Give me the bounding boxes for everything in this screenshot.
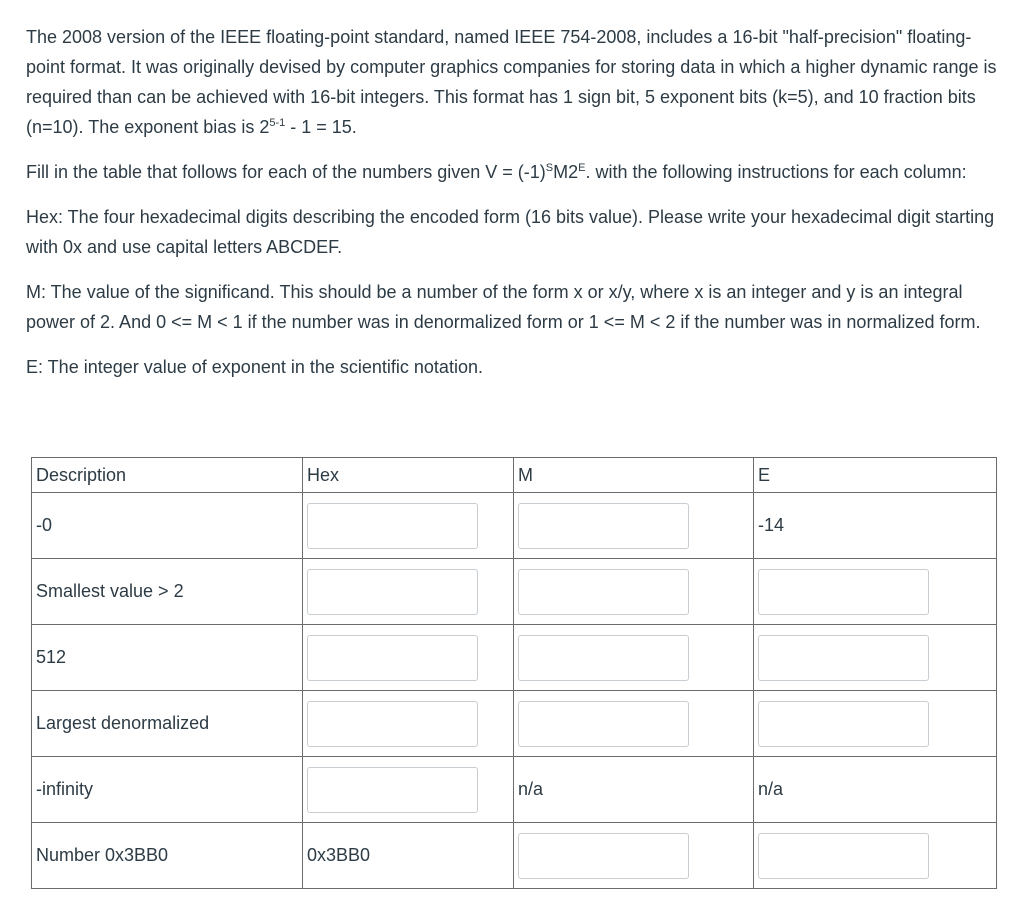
bias-result: - 1 = 15. (285, 117, 357, 137)
cell-e (754, 691, 997, 757)
formula-end: . with the following instructions for each column: (585, 162, 967, 182)
m-answer-input[interactable] (518, 635, 689, 681)
header-description: Description (32, 458, 303, 493)
cell-hex (303, 493, 514, 559)
bias-base: 2 (259, 117, 270, 137)
intro-paragraph (26, 22, 1001, 142)
table-row (32, 691, 997, 757)
cell-e (754, 823, 997, 889)
cell-m (514, 493, 754, 559)
table-row (32, 757, 997, 823)
cell-hex (303, 691, 514, 757)
hex-answer-input[interactable] (307, 767, 478, 813)
header-m: M (514, 458, 754, 493)
cell-e (754, 559, 997, 625)
cell-description: 512 (32, 625, 303, 691)
cell-m (514, 691, 754, 757)
table-header-row (32, 458, 997, 493)
cell-description: -infinity (32, 757, 303, 823)
header-e: E (754, 458, 997, 493)
cell-hex (303, 757, 514, 823)
cell-hex (303, 559, 514, 625)
formula-text: Fill in the table that follows for each of the numbers given V = (-1) (26, 162, 546, 182)
exponent-superscript: E (578, 162, 586, 174)
m-instruction: M: The value of the significand. This should be a number of the form x or x/y, where x is an integer and y is an integral power of 2. And 0 <= M < 1 if the number was in denormalized form or 1 <= M < 2 if the number was in normalized form. (26, 282, 981, 332)
table-row (32, 625, 997, 691)
hex-instruction: Hex: The four hexadecimal digits describing the encoded form (16 bits value). Please write your hexadecimal digit starting with 0x and use capital letters ABCDEF. (26, 207, 995, 257)
cell-description: Smallest value > 2 (32, 559, 303, 625)
cell-e (754, 625, 997, 691)
e-answer-input[interactable] (758, 635, 929, 681)
formula-paragraph (26, 157, 1001, 187)
e-answer-input[interactable] (758, 833, 929, 879)
e-answer-input[interactable] (758, 701, 929, 747)
cell-description: Number 0x3BB0 (32, 823, 303, 889)
cell-hex (303, 625, 514, 691)
hex-answer-input[interactable] (307, 701, 478, 747)
header-hex: Hex (303, 458, 514, 493)
formula-mid: M2 (553, 162, 579, 182)
cell-e: n/a (754, 757, 997, 823)
table-row (32, 493, 997, 559)
hex-answer-input[interactable] (307, 569, 478, 615)
cell-m (514, 559, 754, 625)
hex-answer-input[interactable] (307, 635, 478, 681)
e-answer-input[interactable] (758, 569, 929, 615)
m-answer-input[interactable] (518, 503, 689, 549)
m-answer-input[interactable] (518, 701, 689, 747)
answer-table (31, 457, 997, 889)
e-instruction: E: The integer value of exponent in the scientific notation. (26, 357, 483, 377)
hex-answer-input[interactable] (307, 503, 478, 549)
cell-m: n/a (514, 757, 754, 823)
cell-m (514, 823, 754, 889)
bias-exponent: 5-1 (269, 117, 286, 129)
m-answer-input[interactable] (518, 569, 689, 615)
cell-description: Largest denormalized (32, 691, 303, 757)
cell-m (514, 625, 754, 691)
table-row (32, 559, 997, 625)
cell-e: -14 (754, 493, 997, 559)
cell-description: -0 (32, 493, 303, 559)
sign-superscript: S (545, 162, 554, 174)
intro-text: The 2008 version of the IEEE floating-point standard, named IEEE 754-2008, includes a 16-bit "half-precision" floating-point format. It was originally devised by computer graphics companies for storing data in which a higher dynamic range is required than can be achieved with 16-bit integers. This format has 1 sign bit, 5 exponent bits (k=5), and 10 fraction bits (n=10). The exponent bias is (26, 27, 997, 137)
table-row (32, 823, 997, 889)
cell-hex: 0x3BB0 (303, 823, 514, 889)
question-text (26, 22, 1001, 382)
m-answer-input[interactable] (518, 833, 689, 879)
